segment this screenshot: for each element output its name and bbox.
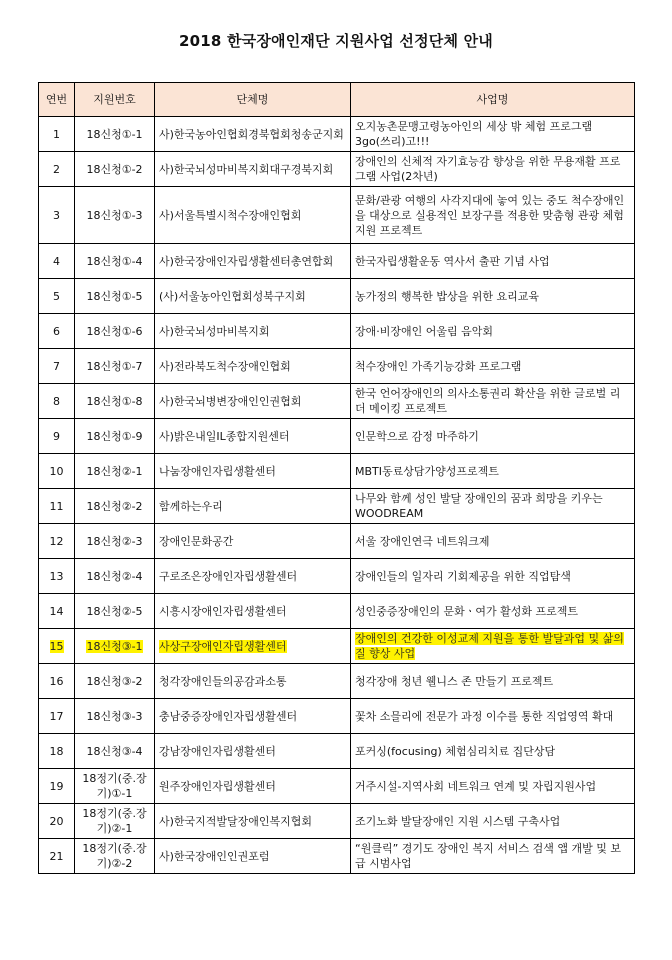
row-project-cell <box>351 594 635 629</box>
row-project-cell <box>351 524 635 559</box>
row-code-cell <box>75 559 155 594</box>
table-row <box>39 419 635 454</box>
row-project: 포커싱(focusing) 체험심리치료 집단상담 <box>355 744 556 758</box>
row-code-cell <box>75 314 155 349</box>
row-num: 19 <box>49 779 64 793</box>
row-org: 청각장애인들의공감과소통 <box>159 674 287 688</box>
table-row <box>39 384 635 419</box>
row-num: 18 <box>49 744 64 758</box>
row-project: 농가정의 행복한 밥상을 위한 요리교육 <box>355 289 540 303</box>
table-row <box>39 279 635 314</box>
row-org-cell <box>155 594 351 629</box>
row-num-cell <box>39 734 75 769</box>
row-project: 오지농촌문맹고령농아인의 세상 밖 체험 프로그램 3go(쓰리)고!!! <box>355 120 593 148</box>
row-org: 사)한국뇌성마비복지회 <box>159 324 270 338</box>
row-code-cell <box>75 454 155 489</box>
row-num-cell <box>39 839 75 874</box>
row-org-cell <box>155 734 351 769</box>
row-project-cell <box>351 152 635 187</box>
row-project: 장애·비장애인 어울림 음악회 <box>355 324 494 338</box>
row-code: 18신청①-5 <box>86 289 143 303</box>
row-project: 거주시설-지역사회 네트워크 연계 및 자립지원사업 <box>355 779 597 793</box>
row-code-cell <box>75 152 155 187</box>
table-row <box>39 187 635 244</box>
row-org-cell <box>155 117 351 152</box>
row-num: 1 <box>53 127 60 141</box>
row-num-cell <box>39 769 75 804</box>
row-code: 18정기(중.장기)①-1 <box>82 772 147 800</box>
row-org-cell <box>155 699 351 734</box>
row-org: 사)한국장애인인권포럼 <box>159 849 270 863</box>
row-num: 17 <box>49 709 64 723</box>
header-num: 연번 <box>39 83 75 117</box>
row-project: 인문학으로 감정 마주하기 <box>355 429 479 443</box>
row-code: 18정기(중.장기)②-2 <box>82 842 147 870</box>
row-org-cell <box>155 187 351 244</box>
row-project: 장애인의 신체적 자기효능감 향상을 위한 무용재활 프로그램 사업(2차년) <box>355 155 621 183</box>
row-org-cell <box>155 279 351 314</box>
row-project: 나무와 함께 성인 발달 장애인의 꿈과 희망을 키우는 WOODREAM <box>355 492 603 520</box>
row-code-cell <box>75 594 155 629</box>
row-code: 18신청①-7 <box>86 359 143 373</box>
row-project-cell <box>351 419 635 454</box>
row-code-cell <box>75 664 155 699</box>
row-project-cell <box>351 629 635 664</box>
row-project-cell <box>351 769 635 804</box>
row-code: 18신청③-2 <box>86 674 143 688</box>
row-num-cell <box>39 244 75 279</box>
row-num-cell <box>39 629 75 664</box>
row-org-cell <box>155 314 351 349</box>
row-project: 한국자립생활운동 역사서 출판 기념 사업 <box>355 254 550 268</box>
row-org-cell <box>155 629 351 664</box>
row-code: 18신청②-2 <box>86 499 143 513</box>
table-row <box>39 454 635 489</box>
row-code: 18신청①-1 <box>86 127 143 141</box>
row-code-cell <box>75 699 155 734</box>
row-org-cell <box>155 454 351 489</box>
row-num: 4 <box>53 254 60 268</box>
row-code-cell <box>75 187 155 244</box>
row-code-cell <box>75 384 155 419</box>
row-org: 사)전라북도척수장애인협회 <box>159 359 291 373</box>
row-project: 문화/관광 여행의 사각지대에 놓여 있는 중도 척수장애인을 대상으로 실용적인 보장구를 적용한 맞춤형 관광 체험 지원 프로젝트 <box>355 193 625 237</box>
table-row <box>39 349 635 384</box>
row-num: 7 <box>53 359 60 373</box>
table-header-row <box>39 83 635 117</box>
row-org-cell <box>155 524 351 559</box>
table-row <box>39 734 635 769</box>
row-org-cell <box>155 664 351 699</box>
row-org: 사)한국농아인협회경북협회청송군지회 <box>159 127 344 141</box>
row-project-cell <box>351 734 635 769</box>
row-org: 강남장애인자립생활센터 <box>159 744 276 758</box>
row-code-cell <box>75 349 155 384</box>
row-project: 서울 장애인연극 네트워크제 <box>355 534 490 548</box>
row-num-cell <box>39 594 75 629</box>
row-num: 14 <box>49 604 64 618</box>
row-num-cell <box>39 664 75 699</box>
row-project-cell <box>351 664 635 699</box>
row-org: 장애인문화공간 <box>159 534 234 548</box>
row-project-cell <box>351 187 635 244</box>
row-num: 11 <box>49 499 64 513</box>
row-project: 한국 언어장애인의 의사소통권리 확산을 위한 글로벌 리더 메이킹 프로젝트 <box>355 387 621 415</box>
page-title: 2018 한국장애인재단 지원사업 선정단체 안내 <box>179 32 493 50</box>
row-num-cell <box>39 314 75 349</box>
row-num-cell <box>39 349 75 384</box>
row-project-cell <box>351 279 635 314</box>
row-org: 구로조은장애인자립생활센터 <box>159 569 298 583</box>
row-org: 사)한국지적발달장애인복지협회 <box>159 814 313 828</box>
table-row <box>39 524 635 559</box>
row-org-cell <box>155 384 351 419</box>
row-num-cell <box>39 559 75 594</box>
selection-table <box>38 82 635 874</box>
row-org-cell <box>155 349 351 384</box>
row-num-cell <box>39 524 75 559</box>
table-row <box>39 839 635 874</box>
row-project: 성인중증장애인의 문화ㆍ여가 활성화 프로젝트 <box>355 604 579 618</box>
row-code: 18신청①-4 <box>86 254 143 268</box>
row-project-cell <box>351 804 635 839</box>
table-row <box>39 559 635 594</box>
table-row <box>39 244 635 279</box>
row-num: 10 <box>49 464 64 478</box>
row-project: MBTI동료상담가양성프로젝트 <box>355 464 499 478</box>
row-num: 12 <box>49 534 64 548</box>
row-num: 16 <box>49 674 64 688</box>
row-num: 6 <box>53 324 60 338</box>
row-project-cell <box>351 244 635 279</box>
row-num: 2 <box>53 162 60 176</box>
row-num: 9 <box>53 429 60 443</box>
row-project: 척수장애인 가족기능강화 프로그램 <box>355 359 522 373</box>
row-code-cell <box>75 279 155 314</box>
row-num-cell <box>39 152 75 187</box>
row-org-cell <box>155 559 351 594</box>
row-num: 8 <box>53 394 60 408</box>
row-project: “원클릭” 경기도 장애인 복지 서비스 검색 앱 개발 및 보급 시범사업 <box>355 842 622 870</box>
row-org: 시흥시장애인자립생활센터 <box>159 604 287 618</box>
row-code-cell <box>75 629 155 664</box>
row-code: 18신청③-1 <box>86 639 143 653</box>
row-code-cell <box>75 804 155 839</box>
row-num-cell <box>39 489 75 524</box>
row-project-cell <box>351 839 635 874</box>
row-code-cell <box>75 419 155 454</box>
row-org-cell <box>155 839 351 874</box>
row-project-cell <box>351 349 635 384</box>
row-org: 함께하는우리 <box>159 499 223 513</box>
row-project: 조기노화 발달장애인 지원 시스템 구축사업 <box>355 814 561 828</box>
row-project-cell <box>351 454 635 489</box>
table-row <box>39 629 635 664</box>
row-code-cell <box>75 117 155 152</box>
row-project: 꽃차 소믈리에 전문가 과정 이수를 통한 직업영역 확대 <box>355 709 614 723</box>
table-row <box>39 804 635 839</box>
row-org: 사상구장애인자립생활센터 <box>159 639 287 653</box>
row-code: 18신청①-6 <box>86 324 143 338</box>
table-row <box>39 152 635 187</box>
table-body <box>39 117 635 874</box>
row-code: 18신청②-1 <box>86 464 143 478</box>
table-row <box>39 489 635 524</box>
row-project-cell <box>351 117 635 152</box>
row-org: 사)한국뇌성마비복지회대구경북지회 <box>159 162 334 176</box>
row-project: 장애인들의 일자리 기회제공을 위한 직업탐색 <box>355 569 571 583</box>
row-num: 3 <box>53 208 60 222</box>
row-code: 18신청①-8 <box>86 394 143 408</box>
table-row <box>39 699 635 734</box>
row-org: 사)서울특별시척수장애인협회 <box>159 208 302 222</box>
header-code: 지원번호 <box>75 83 155 117</box>
row-code: 18정기(중.장기)②-1 <box>82 807 147 835</box>
row-num-cell <box>39 804 75 839</box>
row-org-cell <box>155 244 351 279</box>
row-org-cell <box>155 489 351 524</box>
row-project-cell <box>351 559 635 594</box>
table-row <box>39 664 635 699</box>
row-num-cell <box>39 419 75 454</box>
row-project-cell <box>351 489 635 524</box>
row-code: 18신청②-3 <box>86 534 143 548</box>
row-code: 18신청③-3 <box>86 709 143 723</box>
row-project-cell <box>351 314 635 349</box>
row-num: 20 <box>49 814 64 828</box>
table-row <box>39 769 635 804</box>
row-code: 18신청①-9 <box>86 429 143 443</box>
header-project: 사업명 <box>351 83 635 117</box>
row-num-cell <box>39 384 75 419</box>
row-code: 18신청③-4 <box>86 744 143 758</box>
row-num: 13 <box>49 569 64 583</box>
row-org-cell <box>155 152 351 187</box>
row-project: 장애인의 건강한 이성교제 지원을 통한 발달과업 및 삶의 질 향상 사업 <box>355 632 624 660</box>
row-org: 원주장애인자립생활센터 <box>159 779 276 793</box>
row-project-cell <box>351 699 635 734</box>
row-code-cell <box>75 524 155 559</box>
row-org: (사)서울농아인협회성북구지회 <box>159 289 306 303</box>
row-org-cell <box>155 804 351 839</box>
row-num-cell <box>39 279 75 314</box>
row-code-cell <box>75 244 155 279</box>
row-project-cell <box>351 384 635 419</box>
header-org: 단체명 <box>155 83 351 117</box>
row-num: 5 <box>53 289 60 303</box>
row-code: 18신청②-4 <box>86 569 143 583</box>
table-row <box>39 314 635 349</box>
row-org: 사)한국장애인자립생활센터총연합회 <box>159 254 334 268</box>
row-code: 18신청①-3 <box>86 208 143 222</box>
row-num: 15 <box>49 639 64 653</box>
row-num-cell <box>39 117 75 152</box>
row-num-cell <box>39 699 75 734</box>
row-code-cell <box>75 734 155 769</box>
table-row <box>39 594 635 629</box>
row-project: 청각장애 청년 웰니스 존 만들기 프로젝트 <box>355 674 554 688</box>
row-org-cell <box>155 419 351 454</box>
row-code: 18신청①-2 <box>86 162 143 176</box>
row-code-cell <box>75 769 155 804</box>
row-org: 사)밝은내일IL종합지원센터 <box>159 429 290 443</box>
row-org-cell <box>155 769 351 804</box>
row-code-cell <box>75 489 155 524</box>
row-code-cell <box>75 839 155 874</box>
row-org: 사)한국뇌병변장애인인권협회 <box>159 394 302 408</box>
row-num: 21 <box>49 849 64 863</box>
table-row <box>39 117 635 152</box>
row-org: 충남중증장애인자립생활센터 <box>159 709 298 723</box>
row-num-cell <box>39 454 75 489</box>
row-org: 나눔장애인자립생활센터 <box>159 464 276 478</box>
row-num-cell <box>39 187 75 244</box>
row-code: 18신청②-5 <box>86 604 143 618</box>
